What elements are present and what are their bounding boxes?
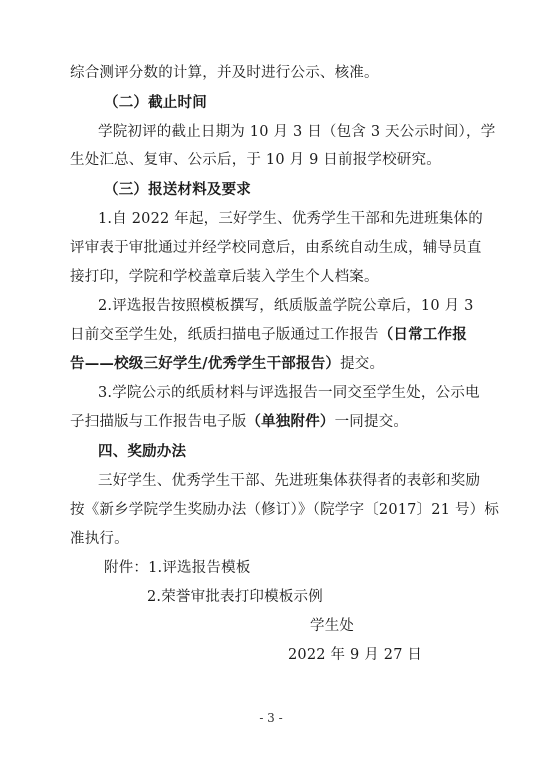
paragraph-line: 评审表于审批通过并经学校同意后，由系统自动生成，辅导员直 [70,240,482,256]
paragraph-line: 3.学院公示的纸质材料与评选报告一同交至学生处，公示电 [98,385,480,401]
paragraph-line: 按《新乡学院学生奖励办法（修订）》（院学字〔2017〕21 号）标 [70,502,500,518]
text-run: 一同提交。 [334,414,409,430]
bold-text-run: （单独附件） [246,413,335,430]
section-heading-deadline: （二）截止时间 [104,95,207,111]
signature-org: 学生处 [310,618,355,634]
section-heading-materials: （三）报送材料及要求 [104,182,251,198]
paragraph-line: 综合测评分数的计算，并及时进行公示、核准。 [70,65,379,81]
signature-date: 2022 年 9 月 27 日 [288,647,423,663]
attachment-line: 2.荣誉审批表打印模板示例 [147,589,323,605]
bold-text-run: （日常工作报 [378,326,467,343]
paragraph-line: 准执行。 [70,531,129,547]
bold-text-run: 告——校级三好学生/优秀学生干部报告） [70,355,341,372]
attachment-line: 附件：1.评选报告模板 [104,560,251,576]
paragraph-line: 接打印，学院和学校盖章后装入学生个人档案。 [70,269,379,285]
paragraph-line: 三好学生、优秀学生干部、先进班集体获得者的表彰和奖励 [98,473,481,489]
paragraph-line: 生处汇总、复审、公示后，于 10 月 9 日前报学校研究。 [70,152,441,168]
paragraph-line: 1.自 2022 年起，三好学生、优秀学生干部和先进班集体的 [98,211,483,227]
paragraph-line [70,354,384,374]
text-run: 提交。 [340,356,385,372]
paragraph-line: 学院初评的截止日期为 10 月 3 日（包含 3 天公示时间），学 [98,124,496,140]
paragraph-line: 2.评选报告按照模板撰写，纸质版盖学院公章后，10 月 3 [98,298,474,314]
paragraph-line [70,412,408,432]
paragraph-line [70,325,467,345]
section-heading-rewards: 四、奖励办法 [98,444,187,460]
text-run: 日前交至学生处，纸质扫描电子版通过工作报告 [70,327,379,343]
page-number: - 3 - [259,711,283,725]
text-run: 子扫描版与工作报告电子版 [70,414,247,430]
